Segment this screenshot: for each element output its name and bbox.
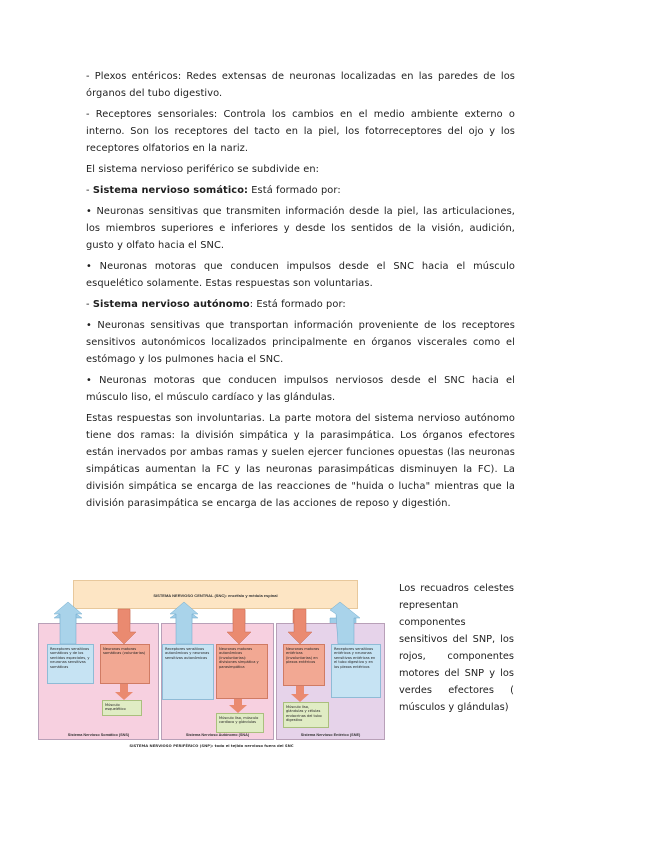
enteric-sensory-box: Receptores sensitivos entéricos y neuronas sensitivas entéricas en el tubo digestivo y en los plexos entéricos — [331, 644, 381, 698]
autonomic-title: Sistema nervioso autónomo — [92, 299, 250, 310]
paragraph-autonomic-heading: - Sistema nervioso autónomo: Está formado por: — [86, 299, 346, 310]
arrow-somatic-to-effector — [115, 684, 133, 700]
nervous-system-diagram — [38, 578, 385, 750]
arrow-enteric-to-effector — [291, 686, 309, 702]
somatic-section-label: Sistema Nervioso Somático (SNS) — [67, 733, 130, 737]
somatic-effector-box: Músculo esquelético — [102, 700, 142, 716]
paragraph-somatic-motor: • Neuronas motoras que conducen impulsos desde el SNC hacia el músculo esquelético solamente. Estas respuestas son voluntarias. — [86, 261, 515, 289]
arrow-autonomic-to-effector — [229, 699, 247, 713]
autonomic-effector-box: Músculo liso, músculo cardíaco y glándulas — [216, 713, 264, 733]
enteric-effector-box: Músculo liso, glándulas y células endocrinas del tubo digestivo — [283, 702, 329, 728]
diagram-caption: Los recuadros celestes representan componentes sensitivos del SNP, los rojos, componentes motores del SNP y los verdes efectores ( músculos y glándulas) — [399, 583, 514, 713]
enteric-section-label: Sistema Nervioso Entérico (SNE) — [300, 733, 361, 737]
paragraph-autonomic-sensory: • Neuronas sensitivas que transportan información proveniente de los receptores sensitivos autonómicos localizados principalmente en órganos viscerales como el estómago y los pulmones hacia el SNC. — [86, 320, 515, 365]
document-body — [86, 68, 515, 516]
somatic-motor-box: Neuronas motoras somáticas (voluntarias) — [100, 644, 150, 684]
arrow-enteric-sensory-up — [330, 602, 360, 644]
somatic-sensory-box: Receptores sensitivos somáticos y de los sentidos especiales, y neuronas sensitivas somáticas — [47, 644, 94, 684]
paragraph-involuntary: Estas respuestas son involuntarias. La parte motora del sistema nervioso autónomo tiene dos ramas: la división simpática y la parasimpática. Los órganos efectores están inervados por ambas ramas y suelen ejercer funciones opuestas (las neuronas simpáticas aumentan la FC y las neuronas parasimpáticas disminuyen la FC). La división simpática se encarga de las reacciones de "huida o lucha" mientras que la división parasimpática se encarga de las acciones de reposo y digestión. — [86, 413, 515, 509]
enteric-motor-box: Neuronas motoras entéricas (involuntarias) en plexos entéricos — [283, 644, 325, 686]
autonomic-section-label: Sistema Nervioso Autónomo (SNA) — [185, 733, 250, 737]
paragraph-somatic-sensory: • Neuronas sensitivas que transmiten información desde la piel, las articulaciones, los miembros superiores e inferiores y desde los sentidos de la visión, audición, gusto y olfato hacia el SNC. — [86, 206, 515, 251]
somatic-title: Sistema nervioso somático: — [92, 185, 249, 196]
arrow-somatic-motor-down — [112, 609, 136, 644]
paragraph-somatic-heading: - Sistema nervioso somático: Está formado por: — [86, 185, 341, 196]
arrow-autonomic-sensory-up — [170, 602, 198, 644]
paragraph-enteric-plexus: - Plexos entéricos: Redes extensas de neuronas localizadas en las paredes de los órganos del tubo digestivo. — [86, 71, 515, 99]
pns-label: SISTEMA NERVIOSO PERIFÉRICO (SNP): todo el tejido nervioso fuera del SNC — [129, 743, 294, 748]
arrow-enteric-motor-down — [288, 609, 312, 644]
arrow-autonomic-motor-down — [227, 609, 251, 644]
cns-box: SISTEMA NERVIOSO CENTRAL (SNC): encéfalo y médula espinal — [73, 580, 358, 609]
autonomic-sensory-box: Receptores sensitivos autonómicos y neuronas sensitivas autonómicas — [162, 644, 214, 700]
paragraph-pns-subdivision: El sistema nervioso periférico se subdivide en: — [86, 164, 320, 175]
autonomic-motor-box: Neuronas motoras autonómicas (involuntarias): divisiones simpática y parasimpática — [216, 644, 268, 699]
paragraph-sensory-receptors: - Receptores sensoriales: Controla los cambios en el medio ambiente externo o interno. Son los receptores del tacto en la piel, los fotorreceptores del ojo y los receptores olfatorios en la nariz. — [86, 109, 515, 154]
paragraph-autonomic-motor: • Neuronas motoras que conducen impulsos nerviosos desde el SNC hacia el músculo liso, el músculo cardíaco y las glándulas. — [86, 375, 515, 403]
arrow-somatic-sensory-up — [54, 602, 82, 644]
